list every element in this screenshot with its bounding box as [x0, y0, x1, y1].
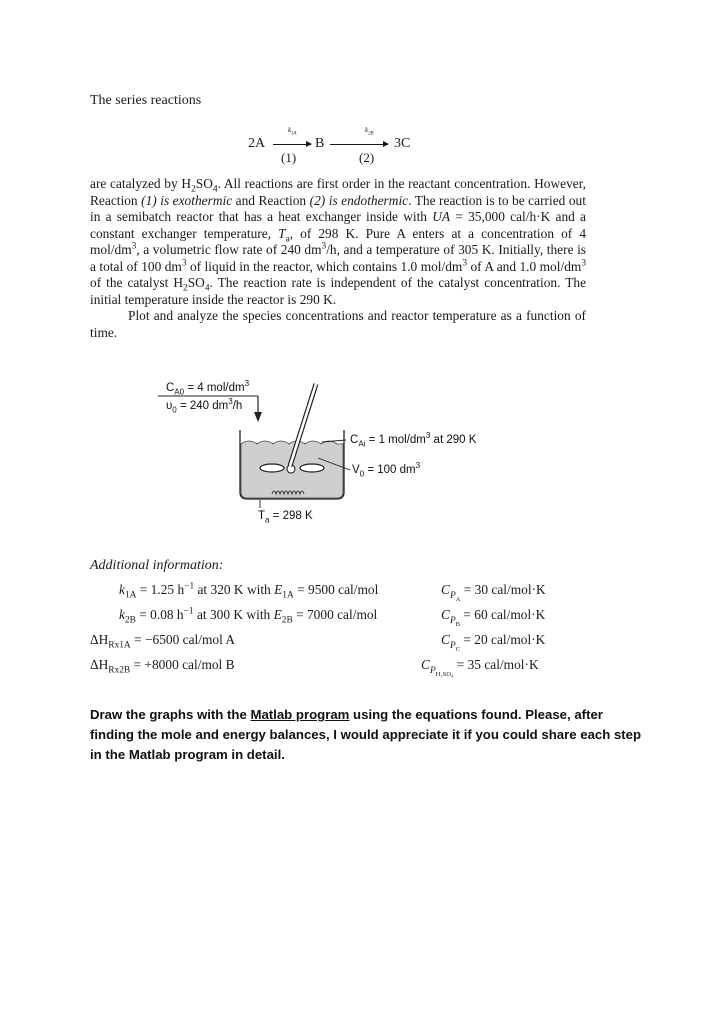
additional-info-title: Additional information:	[90, 558, 224, 573]
dh-rx2b-line: $\Delta H_{Rx2B} = +8000$ cal/mol B	[90, 657, 235, 676]
impeller-blade-right	[300, 464, 324, 472]
product-3c: 3C	[394, 136, 411, 151]
cpc-line: $C_{P_C} = 20$ cal/mol·K	[441, 632, 546, 653]
dh-rx1a-line: $\Delta H_{Rx1A} = -6500$ cal/mol A	[90, 632, 236, 651]
cpa-line: $C_{P_A} = 30$ cal/mol·K	[441, 582, 546, 603]
reaction-arrow-1	[273, 144, 311, 145]
exchanger-temperature-label: $T_a = 298$ K	[258, 510, 313, 525]
reaction-label-2: (2)	[359, 150, 375, 165]
intermediate-b: B	[315, 136, 325, 151]
reaction-label-1: (1)	[281, 150, 297, 165]
feed-concentration-label: $C_{A0} = 4$ mol/$dm^3$	[166, 379, 250, 397]
rate-constant-k2b: $k_{2B}$	[365, 126, 374, 137]
reaction-arrow-2	[330, 144, 388, 145]
k1a-line: $k_{1A} = 1.25$ $h^{-1}$ at 320 K with $E_{1A} = 9500$ cal/mol	[119, 581, 379, 601]
reactant-2a: 2A	[248, 136, 266, 151]
problem-paragraph-1: are catalyzed by $H_2SO_4$. All reactions are first order in the reactant concentration. However, Reaction (1) is exothermic and Reaction (2) is endothermic. The reaction is to be carried out in a semibatch reactor that has a heat exchanger inside with UA = 35,000 cal/h·K and a constant exchanger temperature, $T_a$, of 298 K. Pure A enters at a concentration of 4 mol/$dm^3$, a volumetric flow rate of 240 $dm^3/h$, and a temperature of 305 K. Initially, there is a total of 100 $dm^3$ of liquid in the reactor, which contains 1.0 mol/$dm^3$ of A and 1.0 mol/$dm^3$ of the catalyst $H_2SO_4$. The reaction rate is independent of the catalyst concentration. The initial temperature inside the reactor is 290 K.	[90, 176, 587, 307]
rate-constant-k1a: $k_{1A}$	[288, 126, 297, 137]
intro-text: The series reactions	[90, 93, 202, 108]
problem-statement	[90, 176, 586, 341]
cpb-line: $C_{P_B} = 60$ cal/mol·K	[441, 607, 546, 628]
reaction-scheme	[248, 124, 438, 168]
initial-concentration-label: $C_{Ai} = 1$ mol/$dm^3$ at 290 K	[350, 431, 477, 449]
initial-volume-label: $V_0 = 100$ $dm^3$	[352, 461, 421, 479]
user-request: Draw the graphs with the Matlab program using the equations found. Please, after finding the mole and energy balances, I would appreciate it if you could share each step in the Matlab program in detail.	[90, 707, 642, 762]
impeller-blade-left	[260, 464, 284, 472]
feed-arrow	[254, 412, 262, 422]
reactor-figure	[150, 378, 510, 538]
cp-h2so4-line: $C_{P_{H_2SO_4}} = 35$ cal/mol·K	[421, 657, 539, 678]
matlab-program-link[interactable]: Matlab program	[250, 707, 350, 722]
problem-paragraph-2: Plot and analyze the species concentrations and reactor temperature as a function of time.	[90, 308, 586, 340]
feed-flowrate-label: $\upsilon_0 = 240$ $dm^3/h$	[166, 397, 243, 415]
k2b-line: $k_{2B} = 0.08$ $h^{-1}$ at 300 K with $E_{2B} = 7000$ cal/mol	[119, 606, 378, 626]
